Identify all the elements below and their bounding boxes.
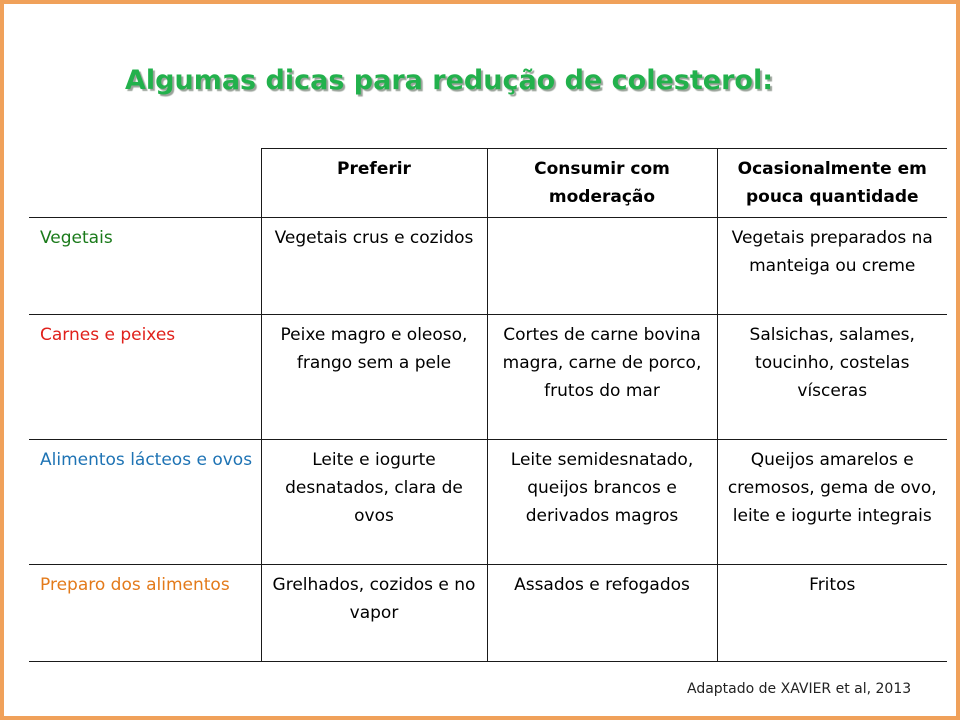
table-cell: Leite e iogurte desnatados, clara de ovos: [261, 440, 487, 565]
table-cell: [487, 218, 717, 315]
header-consumir-com-moderacao: Consumir com moderação: [487, 149, 717, 218]
row-label-alimentos-lacteos: Alimentos lácteos e ovos: [29, 440, 261, 565]
table-row: [29, 440, 947, 565]
table-row: [29, 218, 947, 315]
table-cell: Grelhados, cozidos e no vapor: [261, 565, 487, 662]
table-cell: Salsichas, salames, toucinho, costelas vísceras: [717, 315, 947, 440]
table-row: [29, 315, 947, 440]
table-cell: Peixe magro e oleoso, frango sem a pele: [261, 315, 487, 440]
table-corner-cell: [29, 149, 261, 218]
table-cell: Assados e refogados: [487, 565, 717, 662]
header-preferir: Preferir: [261, 149, 487, 218]
table-row: [29, 565, 947, 662]
row-label-vegetais: Vegetais: [29, 218, 261, 315]
table-cell: Queijos amarelos e cremosos, gema de ovo, leite e iogurte integrais: [717, 440, 947, 565]
row-label-carnes-e-peixes: Carnes e peixes: [29, 315, 261, 440]
table-cell: Cortes de carne bovina magra, carne de porco, frutos do mar: [487, 315, 717, 440]
table-cell: Vegetais preparados na manteiga ou creme: [717, 218, 947, 315]
row-label-preparo-dos-alimentos: Preparo dos alimentos: [29, 565, 261, 662]
table-header-row: [29, 149, 947, 218]
source-citation: Adaptado de XAVIER et al, 2013: [687, 681, 912, 697]
header-ocasionalmente: Ocasionalmente em pouca quantidade: [717, 149, 947, 218]
tips-table: [29, 148, 947, 662]
table-cell: Leite semidesnatado, queijos brancos e derivados magros: [487, 440, 717, 565]
page-title: Algumas dicas para redução de colesterol:: [125, 65, 773, 96]
table-cell: Vegetais crus e cozidos: [261, 218, 487, 315]
table-cell: Fritos: [717, 565, 947, 662]
